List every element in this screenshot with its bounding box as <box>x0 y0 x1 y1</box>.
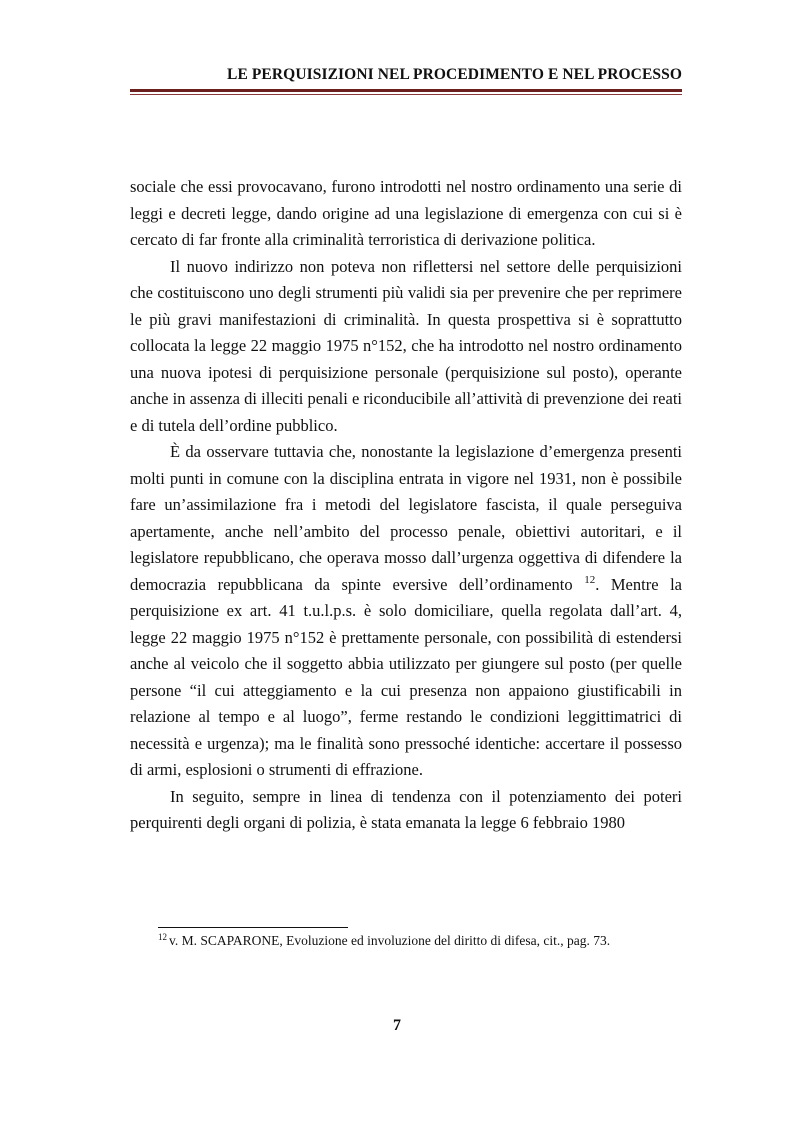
paragraph-1: sociale che essi provocavano, furono introdotti nel nostro ordinamento una serie di leggi e decreti legge, dando origine ad una legislazione di emergenza con cui si è cercato di far fronte alla criminalità terroristica di derivazione politica. <box>130 177 682 249</box>
footnote <box>158 932 682 949</box>
paragraph-2: Il nuovo indirizzo non poteva non riflettersi nel settore delle perquisizioni che costituiscono uno degli strumenti più validi sia per prevenire che per reprimere le più gravi manifestazioni di criminalità. In questa prospettiva si è soprattutto collocata la legge 22 maggio 1975 n°152, che ha introdotto nel nostro ordinamento una nuova ipotesi di perquisizione personale (perquisizione sul posto), operante anche in assenza di illeciti penali e riconducibile all’attività di prevenzione dei reati e di tutela dell’ordine pubblico. <box>130 256 682 435</box>
footnote-text: v. M. SCAPARONE, Evoluzione ed involuzione del diritto di difesa, cit., pag. 73. <box>169 933 611 948</box>
paragraph-4: In seguito, sempre in linea di tendenza con il potenziamento dei poteri perquirenti degli organi di polizia, è stata emanata la legge 6 febbraio 1980 <box>130 786 682 832</box>
paragraph-3 <box>130 439 682 784</box>
footnote-separator <box>158 927 348 928</box>
body-text <box>130 174 682 837</box>
paragraph-3-text-b: . Mentre la perquisizione ex art. 41 t.u.l.p.s. è solo domiciliare, quella regolata dall’art. 4, legge 22 maggio 1975 n°152 è prettamente personale, con possibilità di estendersi anche al veicolo che il soggetto abbia utilizzato per giungere sul posto (per quelle persone “il cui atteggiamento e la cui presenza non appaiono giustificabili in relazione al tempo e al luogo”, ferme restando le condizioni leggittimatrici di necessità e urgenza); ma le finalità sono pressoché identiche: accertare il possesso di armi, esplosioni o strumenti di effrazione. <box>130 574 683 779</box>
paragraph-3-text-a: È da osservare tuttavia che, nonostante la legislazione d’emergenza presenti molti punti in comune con la disciplina entrata in vigore nel 1931, non è possibile fare un’assimilazione fra i metodi del legislatore fascista, il quale perseguiva apertamente, anche nell’ambito del processo penale, obiettivi autoritari, e il legislatore repubblicano, che operava mosso dall’urgenza oggettiva di difendere la democrazia repubblicana da spinte eversive dell’ordinamento <box>130 442 682 594</box>
running-header-title: LE PERQUISIZIONI NEL PROCEDIMENTO E NEL PROCESSO <box>227 66 682 83</box>
header-rule-thick <box>130 89 682 92</box>
footnote-reference[interactable]: 12 <box>584 573 596 586</box>
footnote-number: 12 <box>158 932 167 942</box>
page-number: 7 <box>393 1017 401 1034</box>
header-rule-thin <box>130 94 682 95</box>
